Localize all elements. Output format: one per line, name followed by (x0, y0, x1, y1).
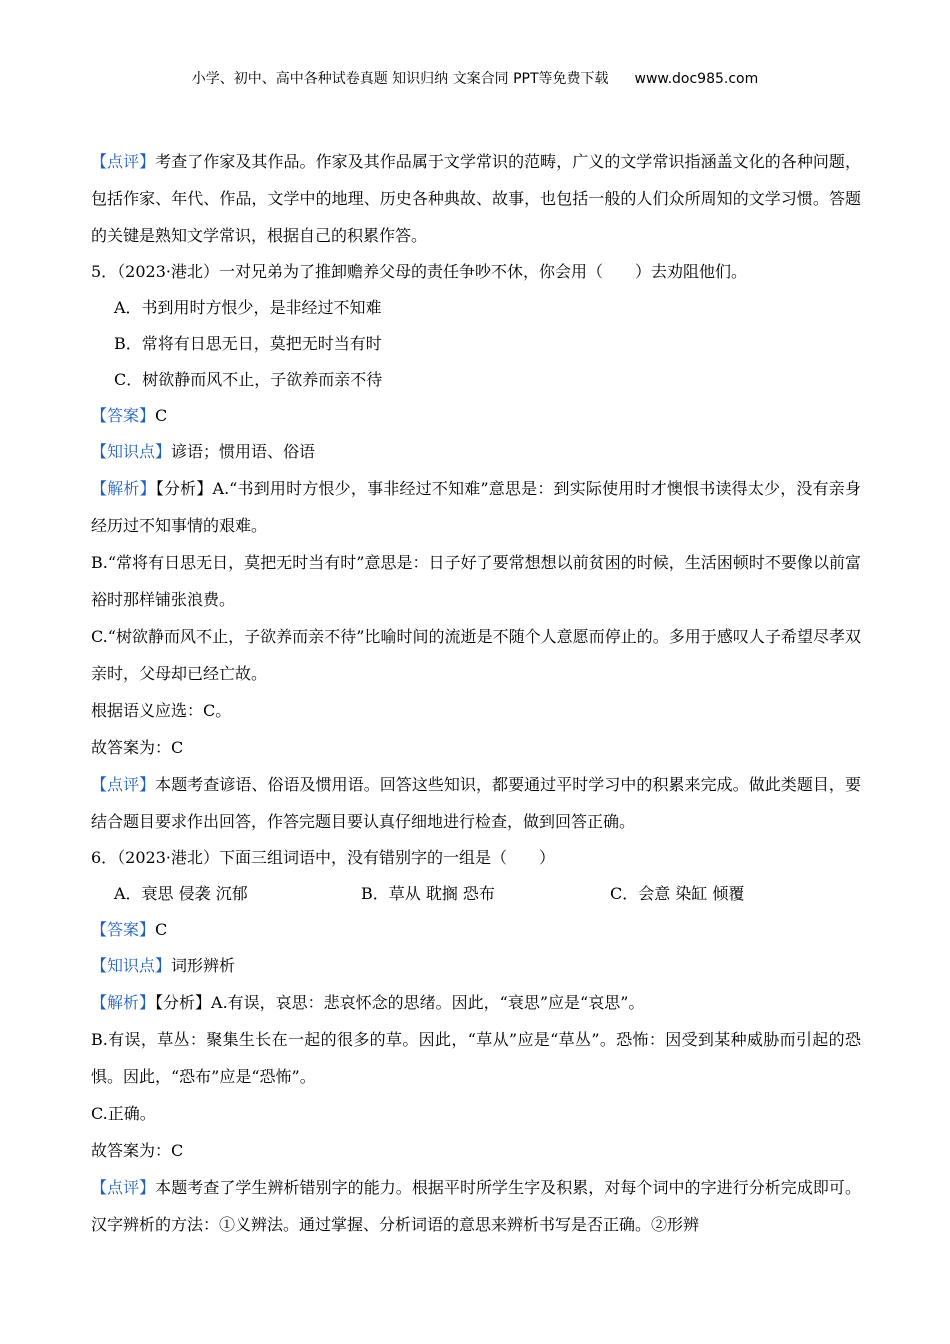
question-stem: 6．（2023·港北）下面三组词语中，没有错别字的一组是（ ） (91, 848, 555, 867)
analysis-tag: 【解析】 (91, 479, 156, 498)
question-5 (91, 254, 861, 840)
intro-review (91, 143, 861, 254)
review-para (91, 766, 861, 840)
review-tag: 【点评】 (91, 1178, 156, 1197)
review-text: 考查了作家及其作品。作家及其作品属于文学常识的范畴，广义的文学常识指涵盖文化的各种问题，包括作家、年代、作品，文学中的地理、历史各种典故、故事，也包括一般的人们众所周知的文学习惯。答题的关键是熟知文学常识，根据自己的积累作答。 (91, 152, 861, 245)
review-tag: 【点评】 (91, 152, 156, 171)
question-stem: 5．（2023·港北）一对兄弟为了推卸赡养父母的责任争吵不休，你会用（ ）去劝阻他们。 (91, 262, 747, 281)
answer-value: C (155, 406, 168, 425)
analysis-text: 【分析】A.有误，哀思：悲哀怀念的思绪。因此，“衰思”应是“哀思”。 (155, 993, 645, 1012)
analysis-para (91, 984, 861, 1021)
page-header (0, 68, 950, 88)
option-a: A．衰思 侵袭 沉郁 (114, 884, 248, 903)
review-para (91, 1169, 861, 1243)
analysis-text: 【分析】A.“书到用时方恨少，事非经过不知难”意思是：到实际使用时才懊恨书读得太少，没有亲身经历过不知事情的艰难。 (91, 479, 861, 535)
document-body (91, 143, 861, 1243)
analysis-para: C.正确。 (91, 1104, 156, 1123)
analysis-para: 故答案为：C (91, 738, 184, 757)
analysis-para: 根据语义应选：C。 (91, 701, 232, 720)
option-b: B．常将有日思无日，莫把无时当有时 (114, 334, 382, 353)
analysis-para: 故答案为：C (91, 1141, 184, 1160)
answer-line (91, 912, 861, 948)
options-row (91, 876, 861, 912)
knowledge-line (91, 434, 861, 470)
analysis-para: C.“树欲静而风不止，子欲养而亲不待”比喻时间的流逝是不随个人意愿而停止的。多用于感叹人子希望尽孝双亲时，父母却已经亡故。 (91, 627, 861, 683)
header-url[interactable]: www.doc985.com (634, 71, 759, 87)
review-text: 本题考查了学生辨析错别字的能力。根据平时所学生字及积累，对每个词中的字进行分析完成即可。汉字辨析的方法：①义辨法。通过掌握、分析词语的意思来辨析书写是否正确。②形辨 (91, 1178, 861, 1234)
review-tag: 【点评】 (91, 775, 156, 794)
option-c: C．树欲静而风不止，子欲养而亲不待 (114, 370, 383, 389)
answer-value: C (155, 920, 168, 939)
header-text: 小学、初中、高中各种试卷真题 知识归纳 文案合同 PPT等免费下载 (191, 71, 609, 87)
analysis-para (91, 470, 861, 544)
review-text: 本题考查谚语、俗语及惯用语。回答这些知识，都要通过平时学习中的积累来完成。做此类题目，要结合题目要求作出回答，作答完题目要认真仔细地进行检查，做到回答正确。 (91, 775, 861, 831)
option-c: C．会意 染缸 倾覆 (610, 884, 745, 903)
answer-tag: 【答案】 (91, 406, 156, 425)
question-6 (91, 840, 861, 1243)
knowledge-tag: 【知识点】 (91, 442, 172, 461)
option-a: A．书到用时方恨少，是非经过不知难 (114, 298, 382, 317)
analysis-tag: 【解析】 (91, 993, 156, 1012)
knowledge-line (91, 948, 861, 984)
answer-tag: 【答案】 (91, 920, 156, 939)
knowledge-value: 词形辨析 (171, 956, 236, 975)
analysis-para: B.有误，草丛：聚集生长在一起的很多的草。因此，“草从”应是“草丛”。恐怖：因受到某种威胁而引起的恐惧。因此，“恐布”应是“恐怖”。 (91, 1030, 861, 1086)
analysis-para: B.“常将有日思无日，莫把无时当有时”意思是：日子好了要常想想以前贫困的时候，生活困顿时不要像以前富裕时那样铺张浪费。 (91, 553, 861, 609)
answer-line (91, 398, 861, 434)
option-b: B．草从 耽搁 恐布 (361, 884, 495, 903)
knowledge-tag: 【知识点】 (91, 956, 172, 975)
knowledge-value: 谚语；惯用语、俗语 (171, 442, 316, 461)
